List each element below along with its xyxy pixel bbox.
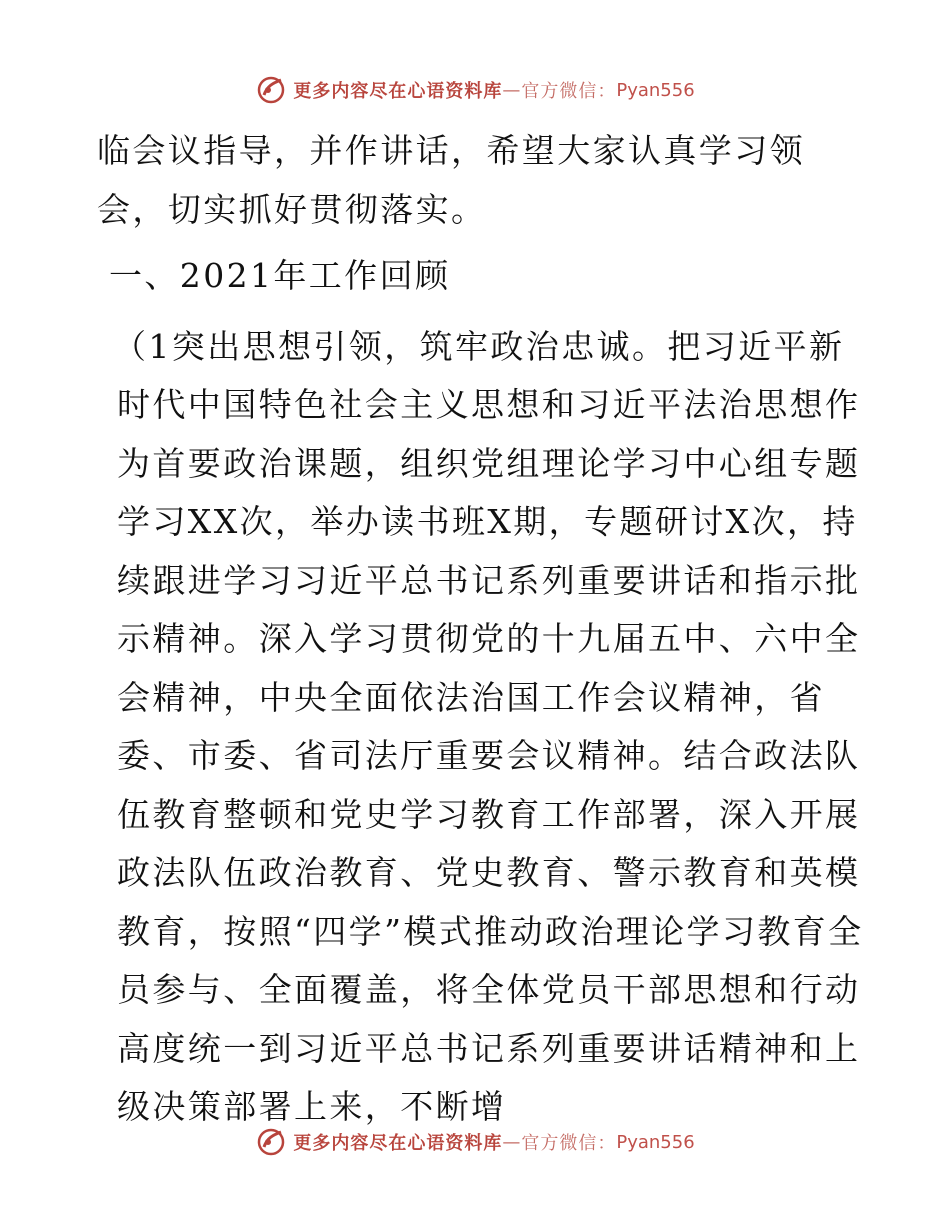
document-body <box>97 122 867 1137</box>
intro-paragraph: 临会议指导，并作讲话，希望大家认真学习领会，切实抓好贯彻落实。 <box>97 131 805 229</box>
wechat-label: 官方微信： <box>521 81 617 102</box>
logo-icon <box>255 74 287 106</box>
header-banner <box>0 74 950 106</box>
separator-dash: — <box>502 79 522 101</box>
site-name: 更多内容尽在心语资料库 <box>293 81 503 102</box>
wechat-id: Pyan556 <box>616 1131 695 1153</box>
section-heading: 一、2021年工作回顾 <box>109 256 451 295</box>
site-name: 更多内容尽在心语资料库 <box>293 1133 503 1154</box>
footer-banner <box>0 1126 950 1158</box>
wechat-label: 官方微信： <box>521 1133 617 1154</box>
logo-icon <box>255 1126 287 1158</box>
body-paragraph: （1突出思想引领，筑牢政治忠诚。把习近平新时代中国特色社会主义思想和习近平法治思想作为首要政治课题，组织党组理论学习中心组专题学习XX次，举办读书班X期，专题研讨X次，持续跟进学习习近平总书记系列重要讲话和指示批示精神。深入学习贯彻党的十九届五中、六中全会精神，中央全面依法治国工作会议精神，省委、市委、省司法厅重要会议精神。结合政法队伍教育整顿和党史学习教育工作部署，深入开展政法队伍政治教育、党史教育、警示教育和英模教育，按照“四学”模式推动政治理论学习教育全员参与、全面覆盖，将全体党员干部思想和行动高度统一到习近平总书记系列重要讲话精神和上级决策部署上来，不断增 <box>113 326 864 1126</box>
separator-dash: — <box>502 1131 522 1153</box>
wechat-id: Pyan556 <box>616 79 695 101</box>
